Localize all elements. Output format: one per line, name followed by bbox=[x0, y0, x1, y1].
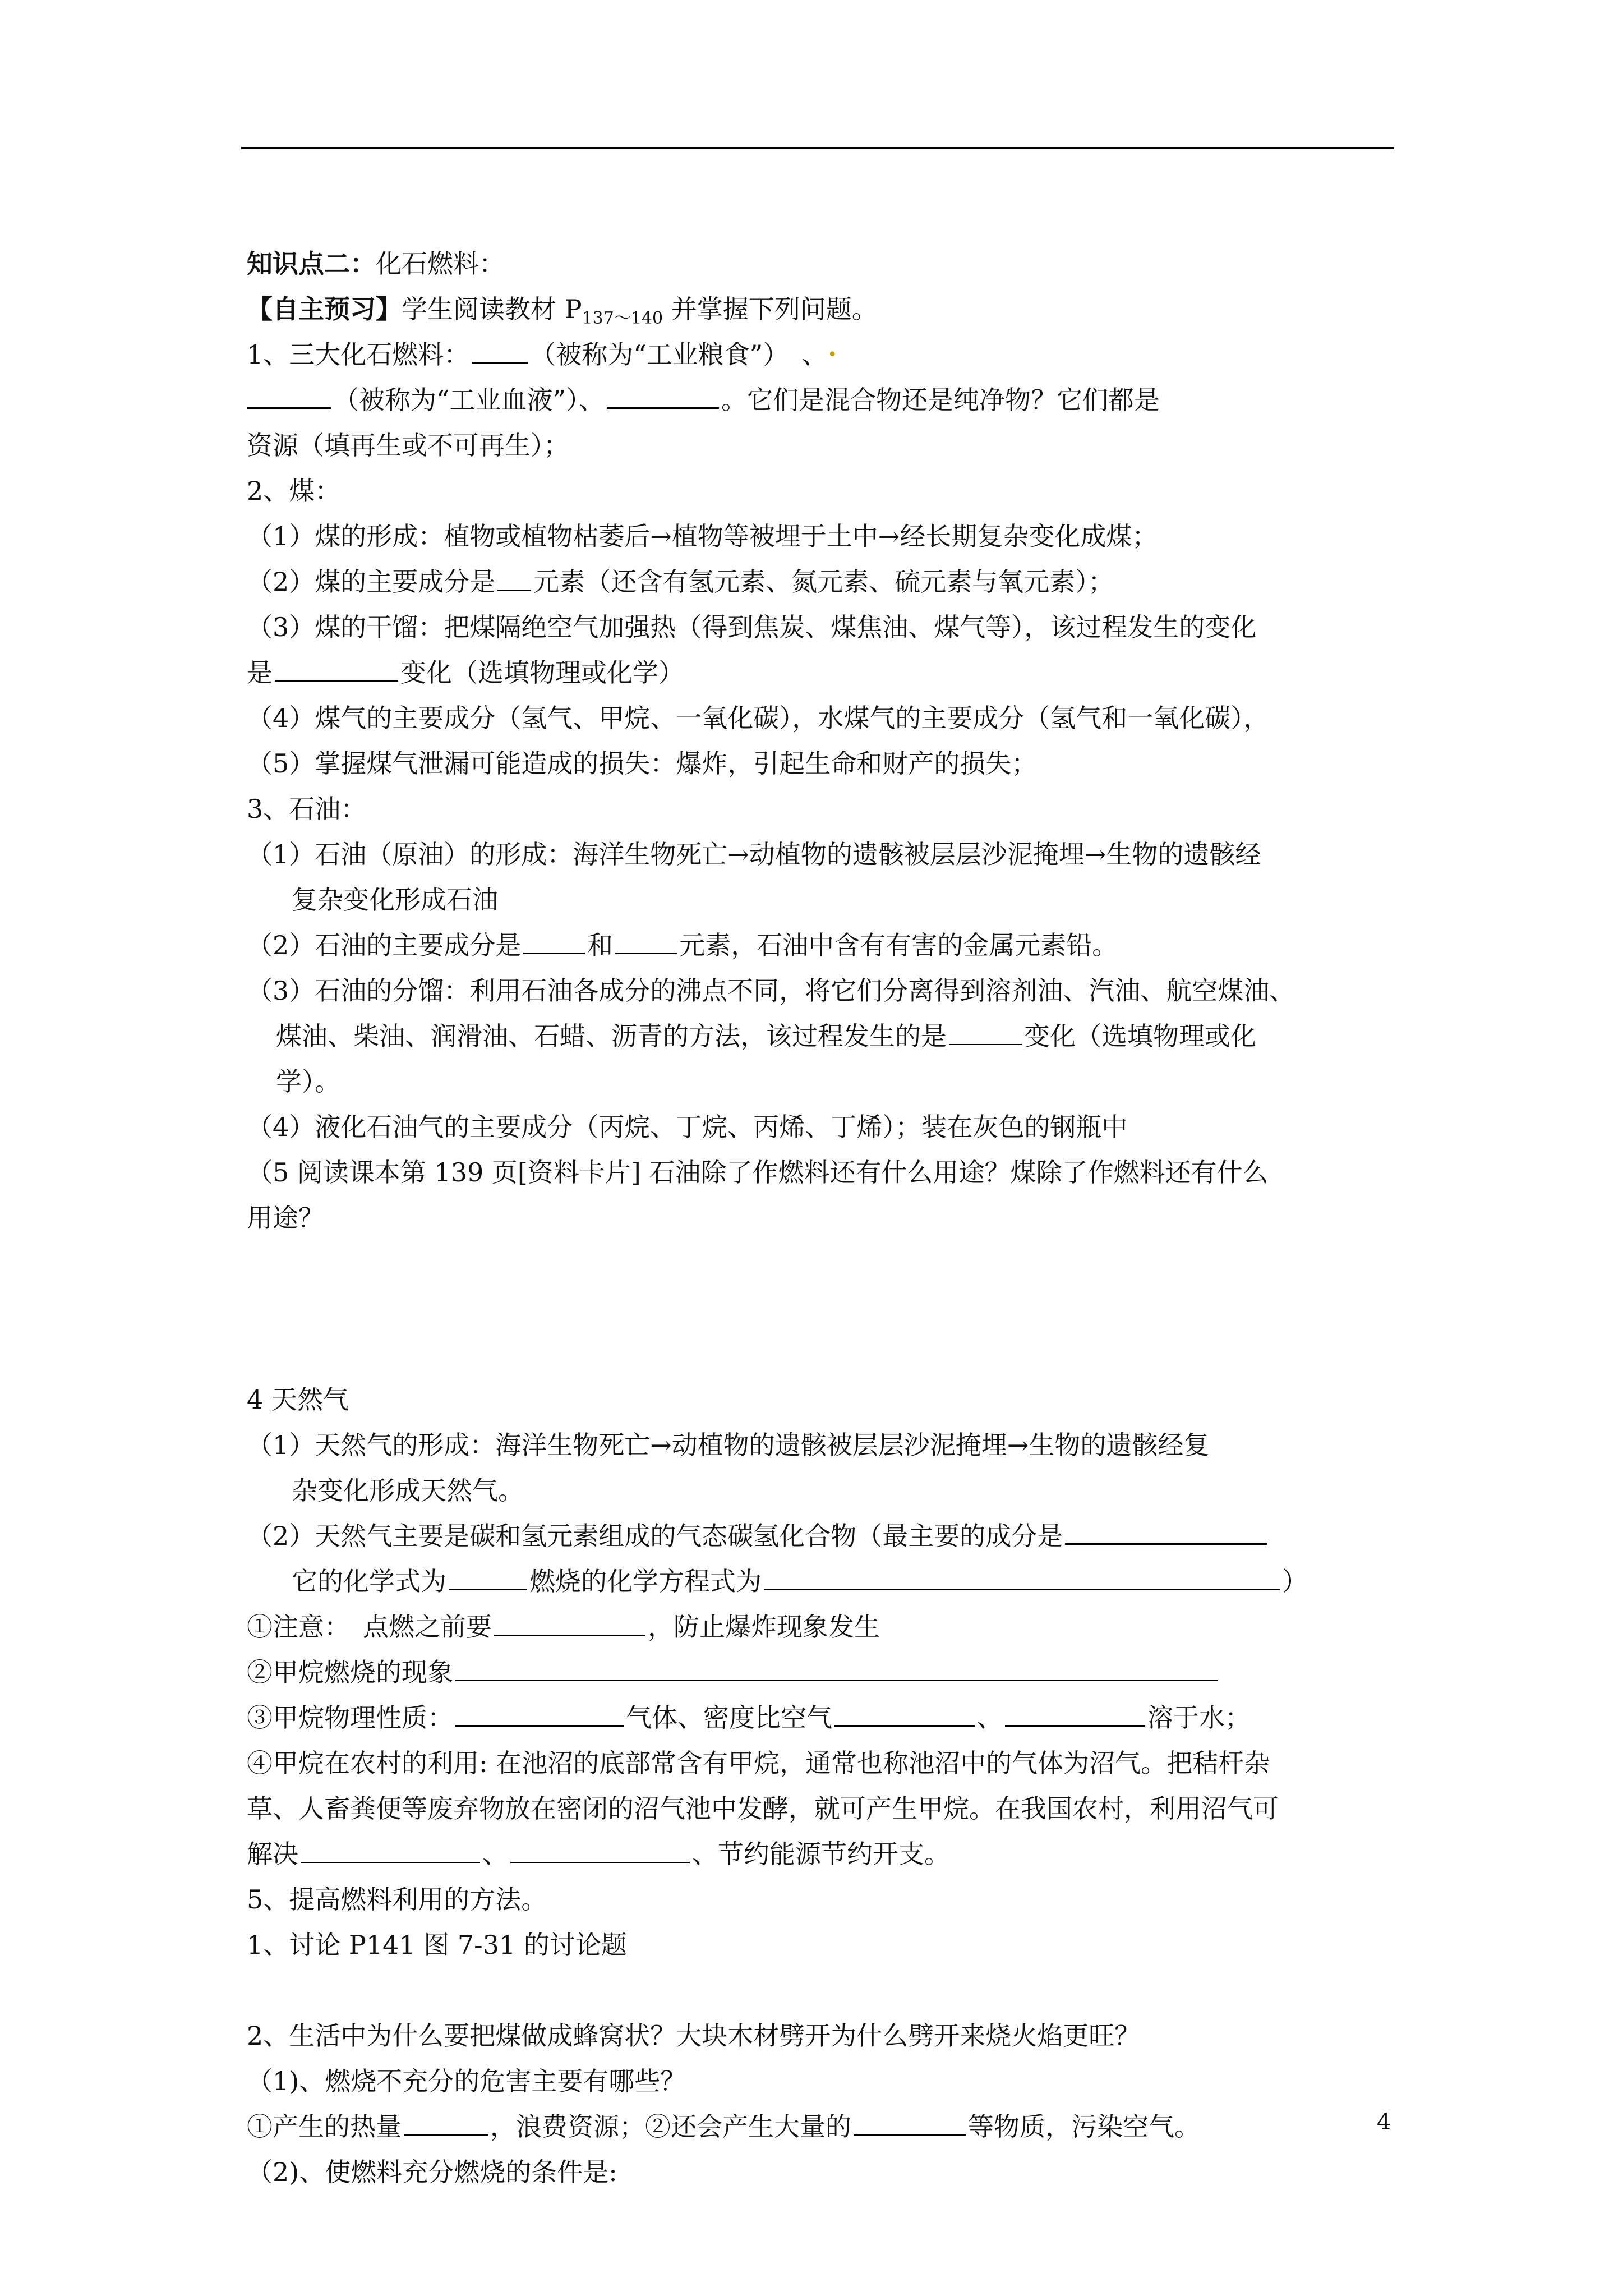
question-1-line-1: 1、三大化石燃料： （被称为“工业粮食”） 、• bbox=[247, 332, 1391, 378]
question-1-line-3: 资源（填再生或不可再生）； bbox=[247, 430, 569, 461]
fill-blank[interactable] bbox=[615, 924, 677, 954]
worksheet-content bbox=[247, 241, 1391, 2195]
preview-pages: 137～140 bbox=[582, 309, 663, 329]
preview-line: 【自主预习】学生阅读教材 $P_{137\sim 140}$ 并掌握下列问题。 bbox=[247, 294, 878, 329]
fill-blank[interactable] bbox=[523, 924, 585, 954]
fill-blank[interactable] bbox=[494, 1607, 645, 1636]
discussion-2-1-answer: ①产生的热量 ，浪费资源；②还会产生大量的 等物质，污染空气。 bbox=[247, 2104, 1391, 2150]
fill-blank[interactable] bbox=[472, 334, 528, 364]
fill-blank[interactable] bbox=[449, 1561, 527, 1590]
coal-gas-leak: （5）掌握煤气泄漏可能造成的损失：爆炸，引起生命和财产的损失； bbox=[247, 748, 1038, 779]
coal-composition: （2）煤的主要成分是 元素（还含有氢元素、氮元素、硫元素与氧元素）； bbox=[247, 559, 1391, 605]
stray-mark: • bbox=[827, 345, 838, 365]
page-number: 4 bbox=[1377, 2109, 1391, 2135]
fill-blank[interactable] bbox=[949, 1016, 1022, 1045]
fill-blank[interactable] bbox=[510, 1834, 690, 1863]
discussion-2: 2、生活中为什么要把煤做成蜂窝状？大块木材劈开为什么劈开来烧火焰更旺？ bbox=[247, 2021, 1141, 2051]
gas-composition-2: 它的化学式为 燃烧的化学方程式为 ） bbox=[247, 1559, 1391, 1604]
gas-formation-1: （1）天然气的形成：海洋生物死亡→动植物的遗骸被层层沙泥掩埋→生物的遗骸经复 bbox=[247, 1430, 1210, 1460]
discussion-2-2: （2)、使燃料充分燃烧的条件是: bbox=[247, 2157, 617, 2187]
oil-formation-1: （1）石油（原油）的形成：海洋生物死亡→动植物的遗骸被层层沙泥掩埋→生物的遗骸经 bbox=[247, 839, 1261, 869]
fill-blank[interactable] bbox=[1005, 1697, 1145, 1727]
coal-gas: （4）煤气的主要成分（氢气、甲烷、一氧化碳），水煤气的主要成分（氢气和一氧化碳）， bbox=[247, 703, 1270, 733]
fill-blank[interactable] bbox=[247, 379, 331, 409]
fill-blank[interactable] bbox=[764, 1561, 1280, 1590]
question-5-heading: 5、提高燃料利用的方法。 bbox=[247, 1884, 547, 1915]
fill-blank[interactable] bbox=[607, 379, 719, 409]
oil-fractionation-2: 煤油、柴油、润滑油、石蜡、沥青的方法，该过程发生的是 变化（选填物理或化 bbox=[247, 1014, 1391, 1059]
question-1-line-2: （被称为“工业血液”）、 。它们是混合物还是纯净物？它们都是 bbox=[247, 378, 1391, 423]
note-3: ③甲烷物理性质： 气体、密度比空气 、 溶于水； bbox=[247, 1695, 1391, 1741]
lpg-composition: （4）液化石油气的主要成分（丙烷、丁烷、丙烯、丁烯）；装在灰色的钢瓶中 bbox=[247, 1112, 1128, 1142]
discussion-1: 1、讨论 P141 图 7-31 的讨论题 bbox=[247, 1930, 627, 1960]
fill-blank[interactable] bbox=[854, 2106, 966, 2136]
reading-question-2: 用途？ bbox=[247, 1203, 324, 1233]
question-4-heading: 4 天然气 bbox=[247, 1384, 349, 1415]
preview-label: 【自主预习】 bbox=[247, 294, 402, 324]
oil-formation-2: 复杂变化形成石油 bbox=[292, 885, 498, 915]
fill-blank[interactable] bbox=[1065, 1515, 1267, 1545]
note-2: ②甲烷燃烧的现象 bbox=[247, 1650, 1391, 1695]
reading-question-1: （5 阅读课本第 139 页[资料卡片] 石油除了作燃料还有什么用途？煤除了作燃料还有什么 bbox=[247, 1157, 1269, 1188]
coal-formation: （1）煤的形成：植物或植物枯萎后→植物等被埋于土中→经长期复杂变化成煤； bbox=[247, 521, 1158, 551]
section-title: 知识点二： bbox=[247, 249, 376, 279]
fill-blank[interactable] bbox=[275, 652, 398, 682]
oil-fractionation-3: 学）。 bbox=[276, 1066, 340, 1097]
gas-composition-1: （2）天然气主要是碳和氢元素组成的气态碳氢化合物（最主要的成分是 bbox=[247, 1513, 1391, 1559]
discussion-2-1: （1)、燃烧不充分的危害主要有哪些？ bbox=[247, 2066, 686, 2096]
note-1: ①注意： 点燃之前要 ，防止爆炸现象发生 bbox=[247, 1604, 1391, 1650]
question-3-heading: 3、石油： bbox=[247, 794, 367, 824]
coal-distillation-2: 是 变化（选填物理或化学） bbox=[247, 650, 1391, 696]
question-2-heading: 2、煤： bbox=[247, 476, 341, 506]
note-4-line-1: ④甲烷在农村的利用: 在池沼的底部常含有甲烷，通常也称池沼中的气体为沼气。把秸杆杂 bbox=[247, 1748, 1270, 1778]
header-rule bbox=[241, 147, 1394, 149]
note-4-line-2: 草、人畜粪便等废弃物放在密闭的沼气池中发酵，就可产生甲烷。在我国农村，利用沼气可 bbox=[247, 1793, 1279, 1824]
fill-blank[interactable] bbox=[455, 1697, 624, 1727]
coal-distillation-1: （3）煤的干馏：把煤隔绝空气加强热（得到焦炭、煤焦油、煤气等），该过程发生的变化 bbox=[247, 612, 1257, 642]
gas-formation-2: 杂变化形成天然气。 bbox=[292, 1475, 524, 1506]
fill-blank[interactable] bbox=[404, 2106, 488, 2136]
fill-blank[interactable] bbox=[455, 1652, 1218, 1681]
section-topic: 化石燃料： bbox=[376, 249, 505, 279]
note-4-line-3: 解决 、 、节约能源节约开支。 bbox=[247, 1832, 1391, 1877]
fill-blank[interactable] bbox=[497, 562, 531, 591]
fill-blank[interactable] bbox=[301, 1834, 480, 1863]
section-heading bbox=[247, 241, 1391, 287]
oil-fractionation-1: （3）石油的分馏：利用石油各成分的沸点不同，将它们分离得到溶剂油、汽油、航空煤油、 bbox=[247, 976, 1295, 1006]
oil-composition: （2）石油的主要成分是 和 元素，石油中含有有害的金属元素铅。 bbox=[247, 923, 1391, 968]
fill-blank[interactable] bbox=[834, 1697, 975, 1727]
